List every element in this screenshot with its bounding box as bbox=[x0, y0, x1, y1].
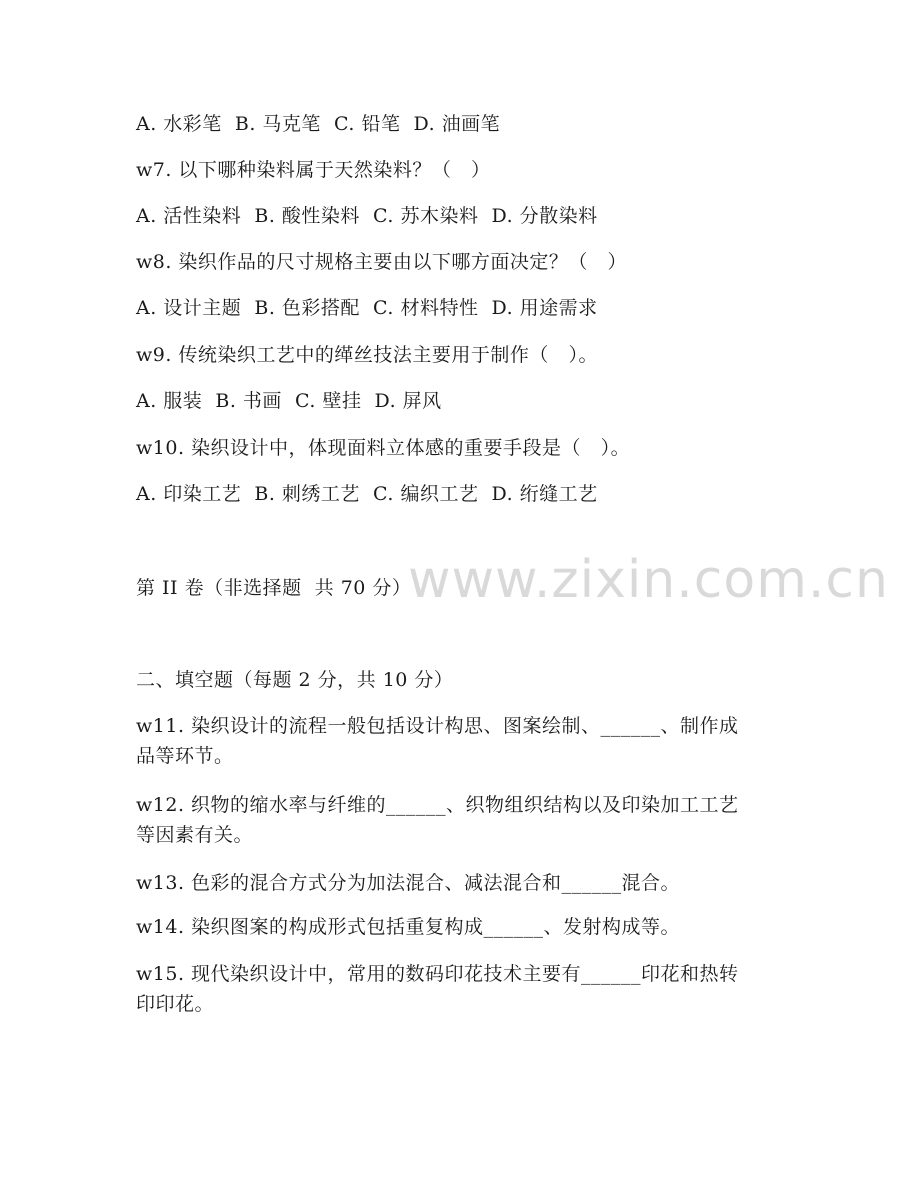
q15-line1: w15. 现代染织设计中，常用的数码印花技术主要有______印花和热转 bbox=[136, 963, 739, 985]
q15-question bbox=[136, 959, 786, 1019]
q11-line2: 品等环节。 bbox=[136, 745, 234, 767]
q8-options: A. 设计主题 B. 色彩搭配 C. 材料特性 D. 用途需求 bbox=[136, 297, 598, 319]
q10-options: A. 印染工艺 B. 刺绣工艺 C. 编织工艺 D. 绗缝工艺 bbox=[136, 483, 598, 505]
q12-question bbox=[136, 790, 786, 850]
q14-line1: w14. 染织图案的构成形式包括重复构成______、发射构成等。 bbox=[136, 916, 681, 938]
q13-line1: w13. 色彩的混合方式分为加法混合、减法混合和______混合。 bbox=[136, 872, 681, 894]
watermark-text: www.zixin.com.cn bbox=[408, 550, 889, 610]
section2-title: 二、填空题（每题 2 分，共 10 分） bbox=[136, 669, 454, 691]
part2-title: 第 II 卷（非选择题 共 70 分） bbox=[136, 577, 412, 599]
q11-question bbox=[136, 711, 786, 771]
q13-question bbox=[136, 868, 786, 898]
q7-options: A. 活性染料 B. 酸性染料 C. 苏木染料 D. 分散染料 bbox=[136, 205, 598, 227]
q6-options: A. 水彩笔 B. 马克笔 C. 铅笔 D. 油画笔 bbox=[136, 113, 501, 135]
q12-line2: 等因素有关。 bbox=[136, 824, 254, 846]
q8-question: w8. 染织作品的尺寸规格主要由以下哪方面决定？（ ） bbox=[136, 251, 628, 273]
q10-question: w10. 染织设计中，体现面料立体感的重要手段是（ ）。 bbox=[136, 437, 631, 459]
q15-line2: 印印花。 bbox=[136, 993, 215, 1015]
q14-question bbox=[136, 912, 786, 942]
q12-line1: w12. 织物的缩水率与纤维的______、织物组织结构以及印染加工工艺 bbox=[136, 794, 739, 816]
q9-options: A. 服装 B. 书画 C. 壁挂 D. 屏风 bbox=[136, 390, 442, 412]
q7-question: w7. 以下哪种染料属于天然染料？（ ） bbox=[136, 159, 491, 181]
q9-question: w9. 传统染织工艺中的缂丝技法主要用于制作（ ）。 bbox=[136, 344, 599, 366]
q11-line1: w11. 染织设计的流程一般包括设计构思、图案绘制、______、制作成 bbox=[136, 715, 739, 737]
